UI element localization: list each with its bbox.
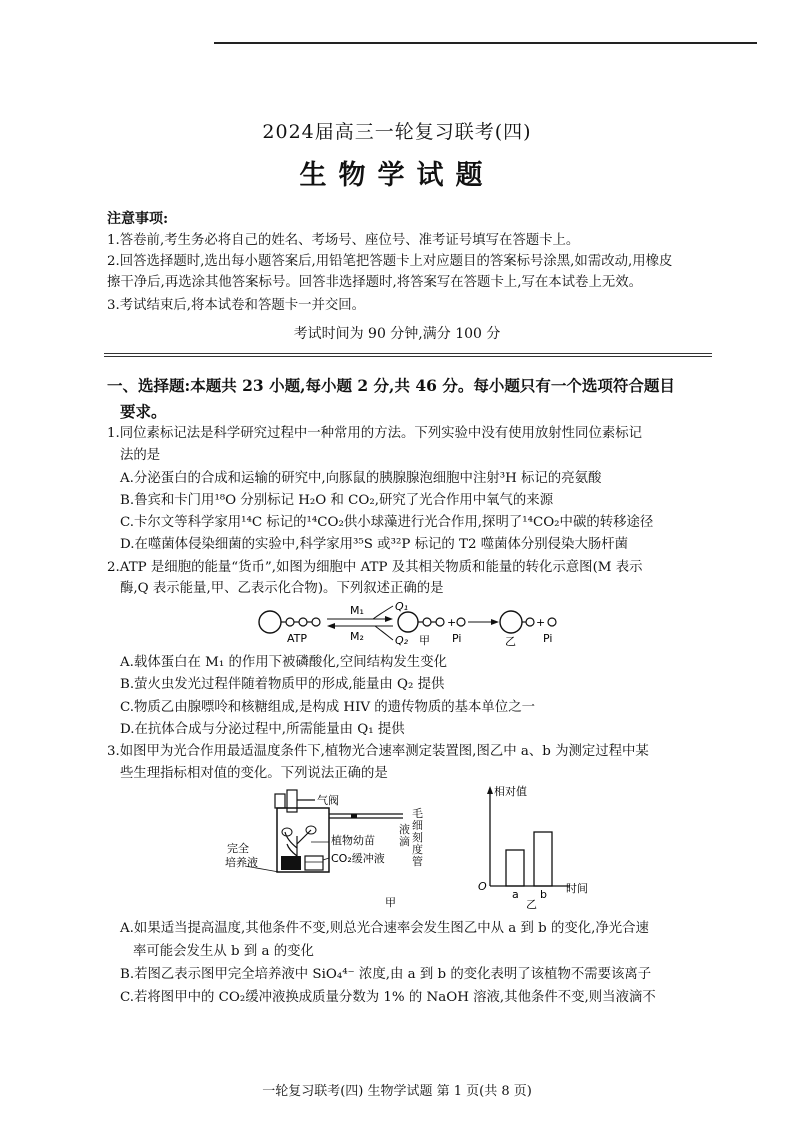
q3-stem-cont: 些生理指标相对值的变化。下列说法正确的是 — [120, 766, 388, 781]
q1-stem: 1.同位素标记法是科学研究过程中一种常用的方法。下列实验中没有使用放射性同位素标记 — [107, 426, 643, 441]
notice-line-2: 2.回答选择题时,选出每小题答案后,用铅笔把答题卡上对应题目的答案标号涂黑,如需改动,用橡皮 — [107, 254, 673, 269]
page-footer: 一轮复习联考(四) 生物学试题 第 1 页(共 8 页) — [262, 1084, 532, 1099]
tick-label-a: a — [512, 888, 519, 901]
atp-label: ATP — [287, 632, 308, 645]
m1-label: M₁ — [350, 604, 364, 617]
valve-label: 气阀 — [317, 794, 339, 807]
bar-chart — [470, 784, 600, 912]
compound-jia-circle — [398, 612, 418, 632]
bar-b — [534, 832, 552, 886]
q1-option-b: B.鲁宾和卡门用¹⁸O 分别标记 H₂O 和 CO₂,研究了光合作用中氧气的来源 — [120, 493, 554, 508]
exam-time: 考试时间为 90 分钟,满分 100 分 — [293, 326, 501, 342]
y-axis-arrow — [487, 786, 493, 794]
buffer-label: CO₂缓冲液 — [331, 852, 385, 865]
phosphate-circle — [299, 618, 307, 626]
divider — [104, 356, 712, 357]
solution-label: 培养液 — [225, 856, 258, 869]
seedling-label: 植物幼苗 — [331, 834, 375, 847]
notice-line-1: 1.答卷前,考生务必将自己的姓名、考场号、座位号、准考证号填写在答题卡上。 — [107, 233, 580, 248]
solution-label: 完全 — [227, 842, 249, 855]
drop-label: 液滴 — [399, 823, 410, 848]
notice-line-4: 3.考试结束后,将本试卷和答题卡一并交回。 — [107, 298, 366, 313]
figure-caption-yi: 乙 — [526, 898, 537, 911]
q3-option-c: C.若将图甲中的 CO₂缓冲液换成质量分数为 1% 的 NaOH 溶液,其他条件不变,则当液滴不 — [120, 990, 656, 1005]
q2-stem-cont: 酶,Q 表示能量,甲、乙表示化合物)。下列叙述正确的是 — [120, 581, 444, 596]
divider — [104, 353, 712, 354]
pi-circle — [548, 618, 556, 626]
atp-diagram — [255, 598, 575, 650]
q1-option-c: C.卡尔文等科学家用¹⁴C 标记的¹⁴CO₂供小球藻进行光合作用,探明了¹⁴CO₂中碳的转移途径 — [120, 515, 654, 530]
phosphate-circle — [436, 618, 444, 626]
notice-heading: 注意事项: — [107, 211, 169, 227]
adenosine-circle — [259, 611, 281, 633]
q2-option-b: B.萤火虫发光过程伴随着物质甲的形成,能量由 Q₂ 提供 — [120, 677, 445, 692]
y-axis-label: 相对值 — [494, 785, 527, 798]
exam-title: 2024届高三一轮复习联考(四) — [262, 121, 532, 143]
q2-option-d: D.在抗体合成与分泌过程中,所需能量由 Q₁ 提供 — [120, 722, 405, 737]
q3-option-a: A.如果适当提高温度,其他条件不变,则总光合速率会发生图乙中从 a 到 b 的变化,净光合速 — [120, 921, 649, 936]
subject-title: 生物学试题 — [299, 160, 495, 191]
phosphate-circle — [526, 618, 534, 626]
apparatus-figure — [225, 786, 435, 912]
compound-yi-circle — [500, 611, 522, 633]
q1-stem-cont: 法的是 — [120, 448, 161, 463]
q2-label: Q₂ — [395, 634, 409, 647]
jia-label: 甲 — [419, 634, 430, 647]
pi-label: Pi — [543, 632, 553, 645]
m2-label: M₂ — [350, 630, 364, 643]
plus-sign: + — [447, 616, 457, 629]
notice-line-3: 擦干净后,再选涂其他答案标号。回答非选择题时,将答案写在答题卡上,写在本试卷上无效。 — [107, 275, 643, 290]
q3-stem: 3.如图甲为光合作用最适温度条件下,植物光合速率测定装置图,图乙中 a、b 为测定过程中某 — [107, 744, 649, 759]
phosphate-circle — [423, 618, 431, 626]
phosphate-circle — [312, 618, 320, 626]
x-axis-label: 时间 — [566, 882, 588, 895]
q2-option-c: C.物质乙由腺嘌呤和核糖组成,是构成 HIV 的遗传物质的基本单位之一 — [120, 700, 535, 715]
top-rule — [214, 42, 757, 44]
q1-option-d: D.在噬菌体侵染细菌的实验中,科学家用³⁵S 或³²P 标记的 T2 噬菌体分别侵染大肠杆菌 — [120, 537, 629, 552]
origin-label: O — [478, 880, 487, 893]
q3-option-b: B.若图乙表示图甲完全培养液中 SiO₄⁴⁻ 浓度,由 a 到 b 的变化表明了该植物不需要该离子 — [120, 967, 652, 982]
q1-label: Q₁ — [395, 600, 409, 613]
q1-option-a: A.分泌蛋白的合成和运输的研究中,向豚鼠的胰腺腺泡细胞中注射³H 标记的亮氨酸 — [120, 471, 602, 486]
figure-caption-jia: 甲 — [385, 896, 396, 909]
bar-a — [506, 850, 524, 886]
buffer-container — [305, 856, 323, 870]
tube-label: 毛细刻度管 — [412, 807, 423, 868]
q3-option-a-cont: 率可能会发生从 b 到 a 的变化 — [133, 944, 314, 959]
pi-circle — [457, 618, 465, 626]
section-title: 一、选择题:本题共 23 小题,每小题 2 分,共 46 分。每小题只有一个选项符合题目 — [107, 376, 675, 395]
q2-stem: 2.ATP 是细胞的能量“货币”,如图为细胞中 ATP 及其相关物质和能量的转化示意图(M 表示 — [107, 560, 643, 575]
pi-label: Pi — [452, 632, 462, 645]
yi-label: 乙 — [505, 635, 516, 648]
culture-container — [281, 856, 301, 870]
q2-option-a: A.载体蛋白在 M₁ 的作用下被磷酸化,空间结构发生变化 — [120, 655, 447, 670]
phosphate-circle — [286, 618, 294, 626]
section-title-cont: 要求。 — [120, 402, 167, 421]
tick-label-b: b — [540, 888, 547, 901]
plus-sign: + — [536, 616, 546, 629]
